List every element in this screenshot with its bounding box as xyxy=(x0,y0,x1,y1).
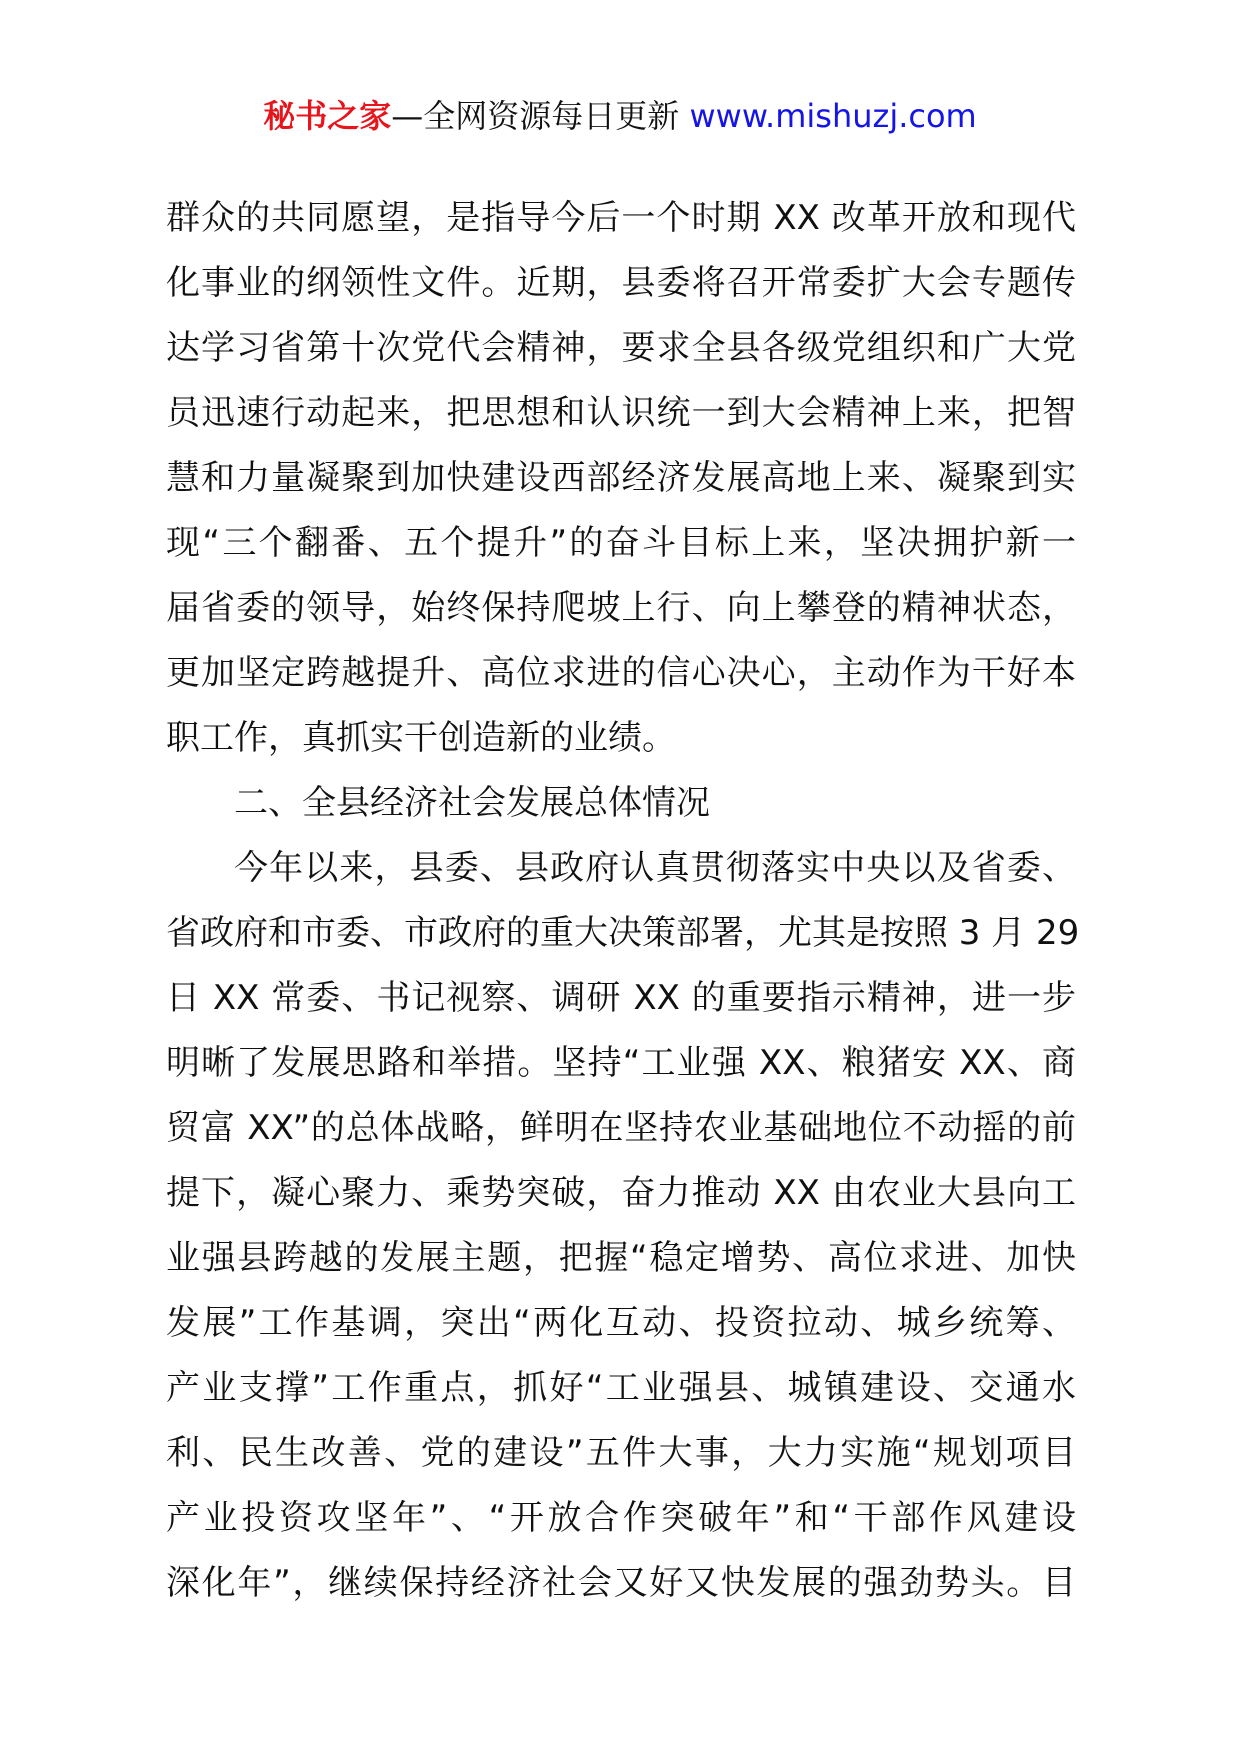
page-header xyxy=(0,96,1240,136)
text-line: 员迅速行动起来，把思想和认识统一到大会精神上来，把智 xyxy=(166,393,1076,433)
text-line: 业强县跨越的发展主题，把握“稳定增势、高位求进、加快 xyxy=(166,1238,1076,1278)
header-tagline: —全网资源每日更新 xyxy=(391,97,690,135)
text-line: 届省委的领导，始终保持爬坡上行、向上攀登的精神状态， xyxy=(166,588,1076,628)
text-line: 贸富 XX”的总体战略，鲜明在坚持农业基础地位不动摇的前 xyxy=(166,1108,1076,1148)
text-line: 省政府和市委、市政府的重大决策部署，尤其是按照 3 月 29 xyxy=(166,913,1080,953)
section-heading: 二、全县经济社会发展总体情况 xyxy=(234,783,710,823)
text-line: 达学习省第十次党代会精神，要求全县各级党组织和广大党 xyxy=(166,328,1076,368)
text-line: 群众的共同愿望，是指导今后一个时期 XX 改革开放和现代 xyxy=(166,198,1076,238)
text-line: 明晰了发展思路和举措。坚持“工业强 XX、粮猪安 XX、商 xyxy=(166,1043,1076,1083)
text-line: 发展”工作基调，突出“两化互动、投资拉动、城乡统筹、 xyxy=(166,1303,1076,1343)
text-line: 更加坚定跨越提升、高位求进的信心决心，主动作为干好本 xyxy=(166,653,1076,693)
text-line: 今年以来，县委、县政府认真贯彻落实中央以及省委、 xyxy=(234,848,1076,888)
brand-name: 秘书之家 xyxy=(263,97,392,135)
text-line: 产业投资攻坚年”、“开放合作突破年”和“干部作风建设 xyxy=(166,1498,1076,1538)
text-line: 提下，凝心聚力、乘势突破，奋力推动 XX 由农业大县向工 xyxy=(166,1173,1076,1213)
text-line: 利、民生改善、党的建设”五件大事，大力实施“规划项目 xyxy=(166,1433,1076,1473)
text-line: 化事业的纲领性文件。近期，县委将召开常委扩大会专题传 xyxy=(166,263,1076,303)
text-line: 深化年”，继续保持经济社会又好又快发展的强劲势头。目 xyxy=(166,1563,1076,1603)
text-line: 慧和力量凝聚到加快建设西部经济发展高地上来、凝聚到实 xyxy=(166,458,1076,498)
document-body xyxy=(166,186,1080,1616)
text-line: 产业支撑”工作重点，抓好“工业强县、城镇建设、交通水 xyxy=(166,1368,1076,1408)
site-url-link[interactable]: www.mishuzj.com xyxy=(689,97,977,135)
text-line: 日 XX 常委、书记视察、调研 XX 的重要指示精神，进一步 xyxy=(166,978,1076,1018)
text-line: 职工作，真抓实干创造新的业绩。 xyxy=(166,718,676,758)
text-line: 现“三个翻番、五个提升”的奋斗目标上来，坚决拥护新一 xyxy=(166,523,1076,563)
